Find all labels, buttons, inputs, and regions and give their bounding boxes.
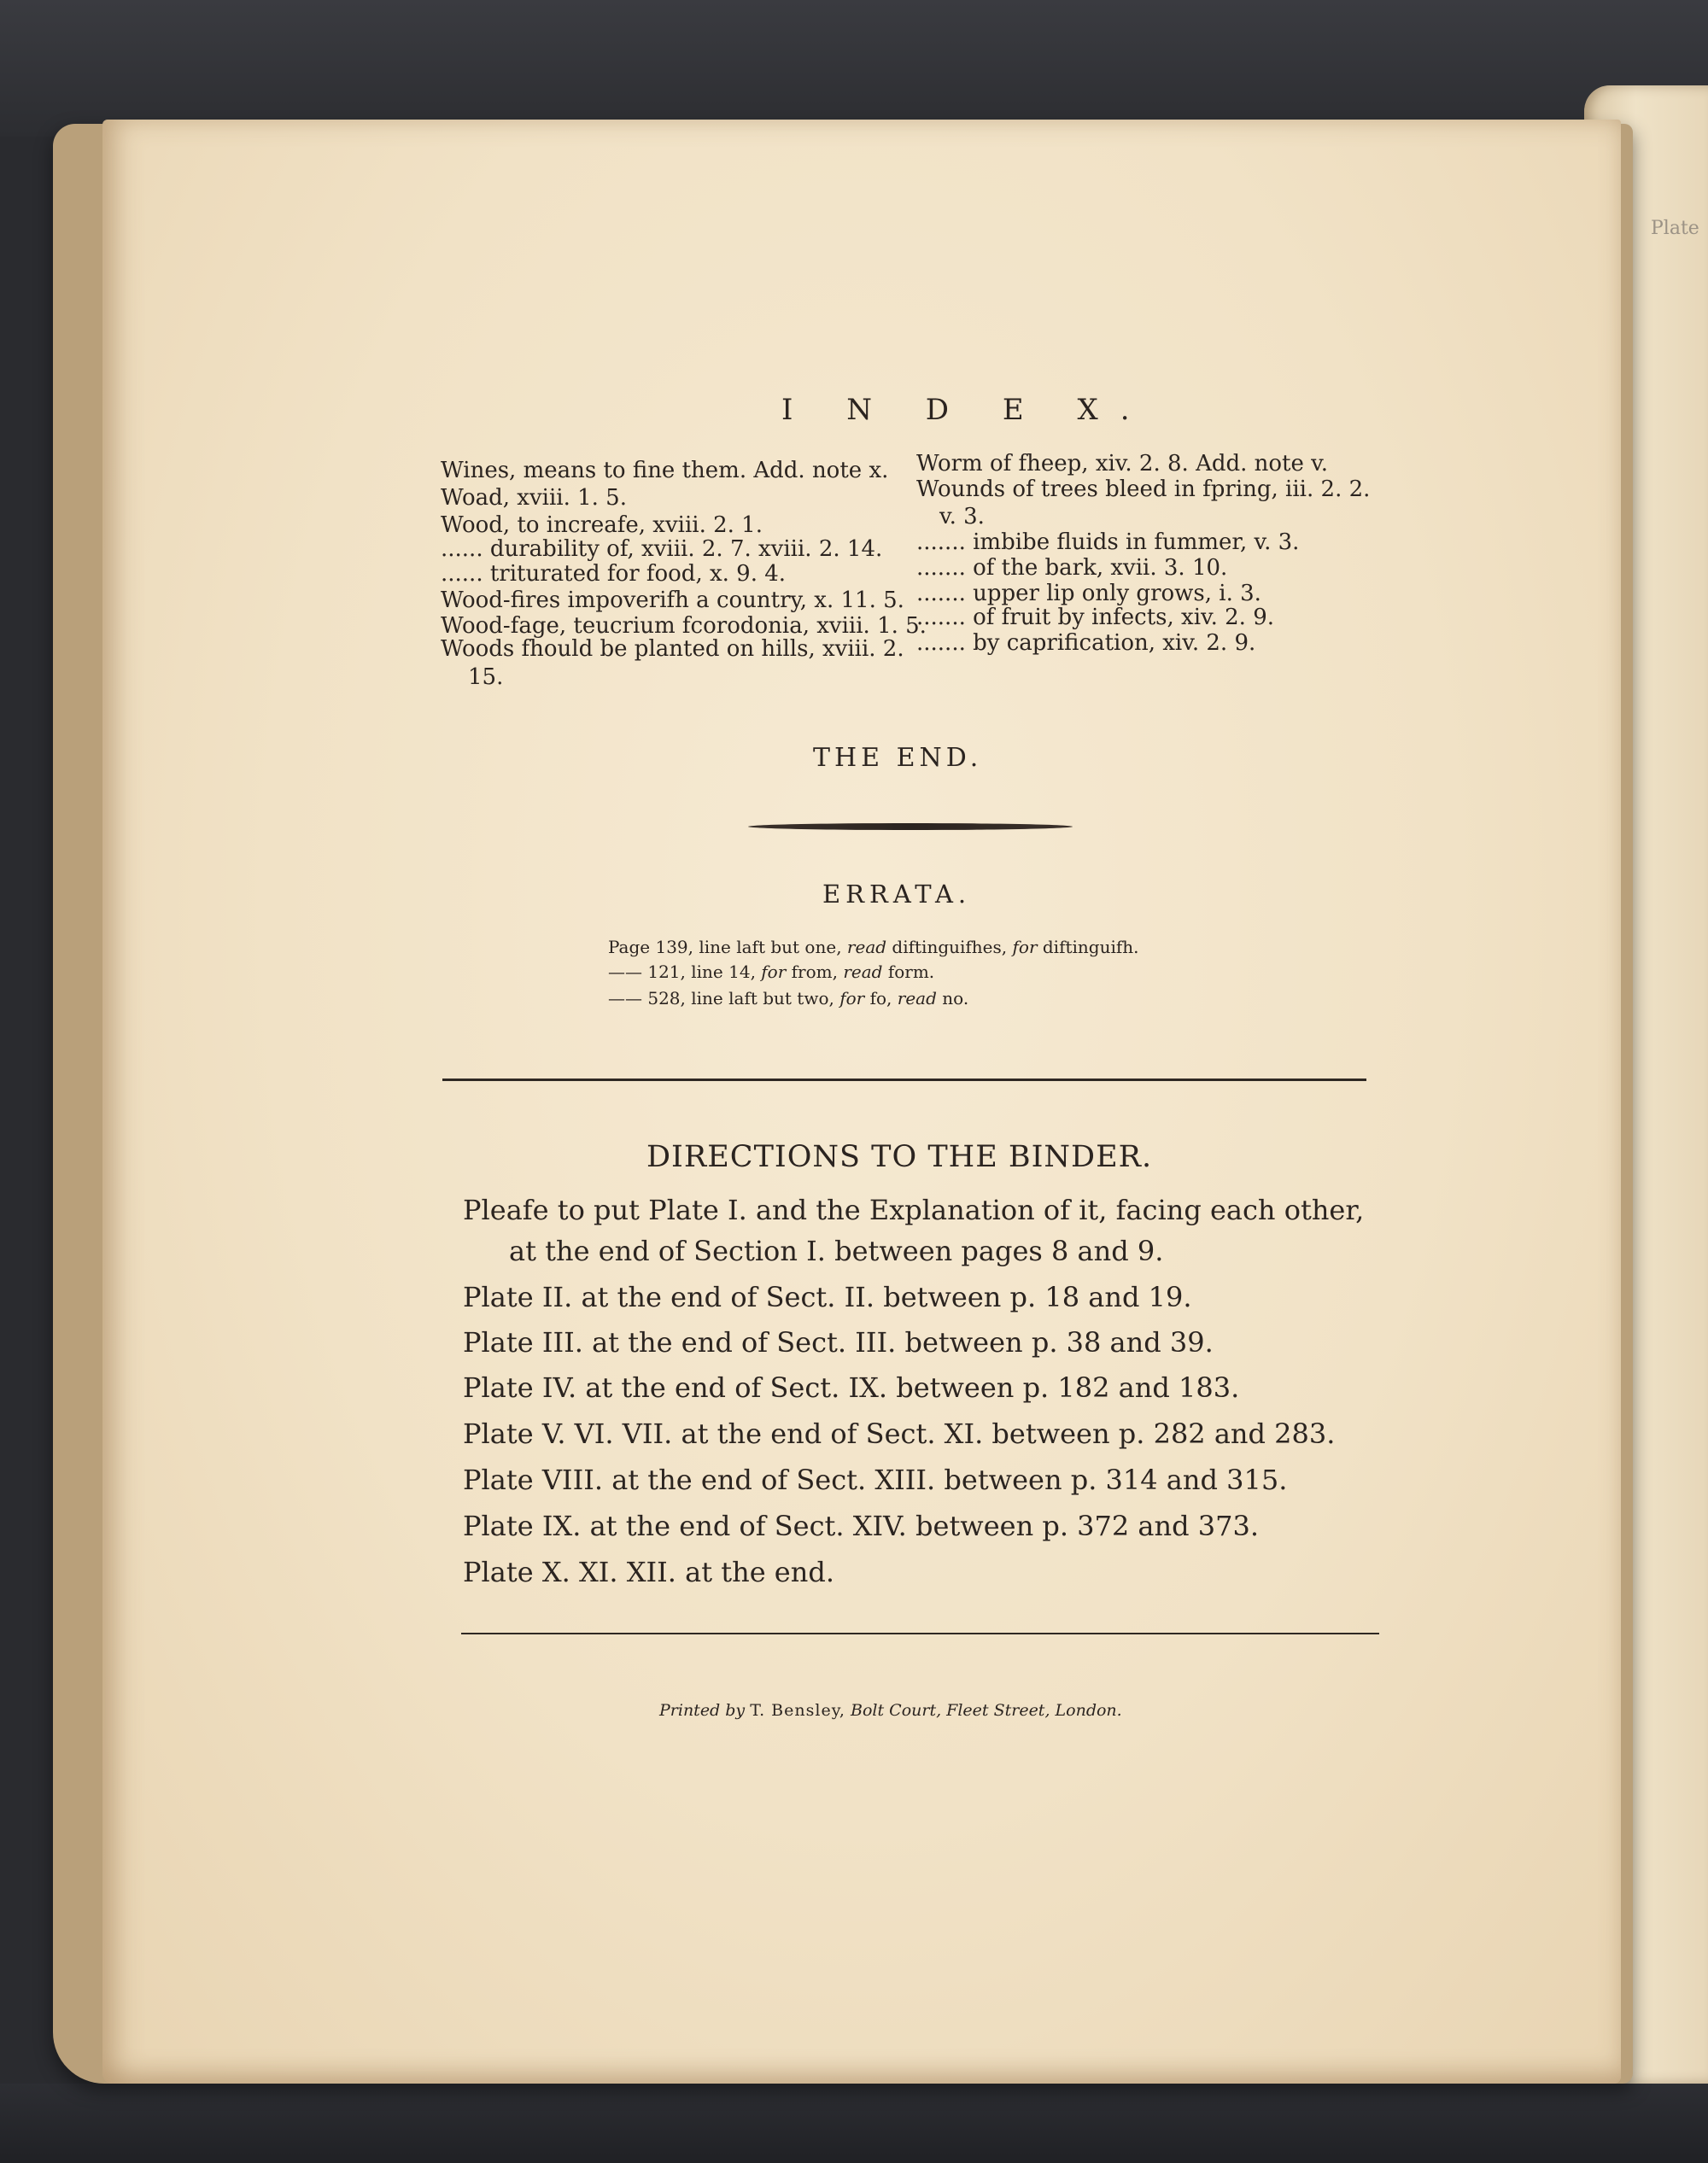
errata-line [608,988,968,1008]
binder-direction-line: Pleafe to put Plate I. and the Explanation of it, facing each other, [463,1194,1365,1226]
index-entry: Wounds of trees bleed in fpring, iii. 2. 2. [916,476,1371,502]
index-entry: ...... triturated for food, x. 9. 4. [441,561,787,587]
errata-text: no. [936,988,969,1008]
section-rule [442,1079,1366,1081]
errata-page-ref: —— 528, [608,988,686,1008]
errata-text: line 14, [685,962,762,982]
binder-direction-line: Plate III. at the end of Sect. III. between p. 38 and 39. [463,1326,1214,1359]
ornamental-rule [748,823,1073,830]
printer-address: Bolt Court, Fleet Street, London. [851,1701,1122,1720]
errata-text: diftinguifhes, [886,937,1013,957]
the-end-heading: THE END. [813,743,983,773]
index-entry: ...... durability of, xviii. 2. 7. xviii. 2. 14. [441,536,883,562]
errata-text: from, [786,962,844,982]
binder-direction-line: Plate X. XI. XII. at the end. [463,1556,834,1588]
errata-italic: read [843,962,883,982]
binder-directions-title: DIRECTIONS TO THE BINDER. [646,1140,1153,1174]
index-entry: Wood, to increafe, xviii. 2. 1. [441,512,763,538]
index-entry: Woad, xviii. 1. 5. [441,485,627,511]
index-entry: Wines, means to fine them. Add. note x. [441,458,889,483]
errata-line [608,962,934,982]
errata-italic: read [897,988,937,1008]
errata-italic: for [839,988,865,1008]
errata-text: form. [882,962,935,982]
errata-text: line laft but one, [693,937,847,957]
binder-direction-line: Plate IV. at the end of Sect. IX. between p. 182 and 183. [463,1371,1240,1404]
errata-line [608,937,1139,957]
index-entry: Worm of fheep, xiv. 2. 8. Add. note v. [916,451,1329,476]
errata-text: line laft but two, [685,988,840,1008]
binder-direction-line: Plate IX. at the end of Sect. XIV. between p. 372 and 373. [463,1510,1260,1542]
errata-page-ref: Page 139, [608,937,694,957]
binder-direction-line: at the end of Section I. between pages 8 and 9. [509,1235,1164,1267]
index-entry: Woods fhould be planted on hills, xviii. 2. [441,636,904,662]
binder-direction-line: Plate V. VI. VII. at the end of Sect. XI. between p. 282 and 283. [463,1418,1336,1450]
index-entry: ....... of the bark, xvii. 3. 10. [916,555,1228,581]
errata-text: fo, [864,988,898,1008]
binder-direction-line: Plate VIII. at the end of Sect. XIII. between p. 314 and 315. [463,1464,1288,1496]
binder-direction-line: Plate II. at the end of Sect. II. between p. 18 and 19. [463,1281,1192,1313]
facing-page-label: Plate [1651,218,1699,239]
index-entry: Wood-fires impoverifh a country, x. 11. 5. [441,588,904,613]
printer-name: T. Bensley, [750,1701,845,1720]
section-rule [461,1633,1379,1634]
printer-imprint [659,1701,1122,1720]
errata-italic: for [761,962,787,982]
backdrop [0,2084,1708,2163]
errata-italic: read [846,937,887,957]
errata-page-ref: —— 121, [608,962,686,982]
errata-title: ERRATA. [822,880,972,909]
backdrop [0,0,1708,137]
index-entry: ....... upper lip only grows, i. 3. [916,581,1261,606]
index-entry: ....... by caprification, xiv. 2. 9. [916,630,1256,656]
index-entry: Wood-fage, teucrium fcorodonia, xviii. 1. 5. [441,613,927,639]
index-entry: 15. [468,664,504,690]
index-entry: ....... of fruit by infects, xiv. 2. 9. [916,605,1275,630]
errata-italic: for [1012,937,1038,957]
printer-prefix: Printed by [659,1701,746,1720]
index-title: I N D E X. [781,393,1152,427]
index-entry: v. 3. [939,504,985,529]
index-entry: ....... imbibe fluids in fummer, v. 3. [916,529,1300,555]
errata-text: diftinguifh. [1037,937,1139,957]
